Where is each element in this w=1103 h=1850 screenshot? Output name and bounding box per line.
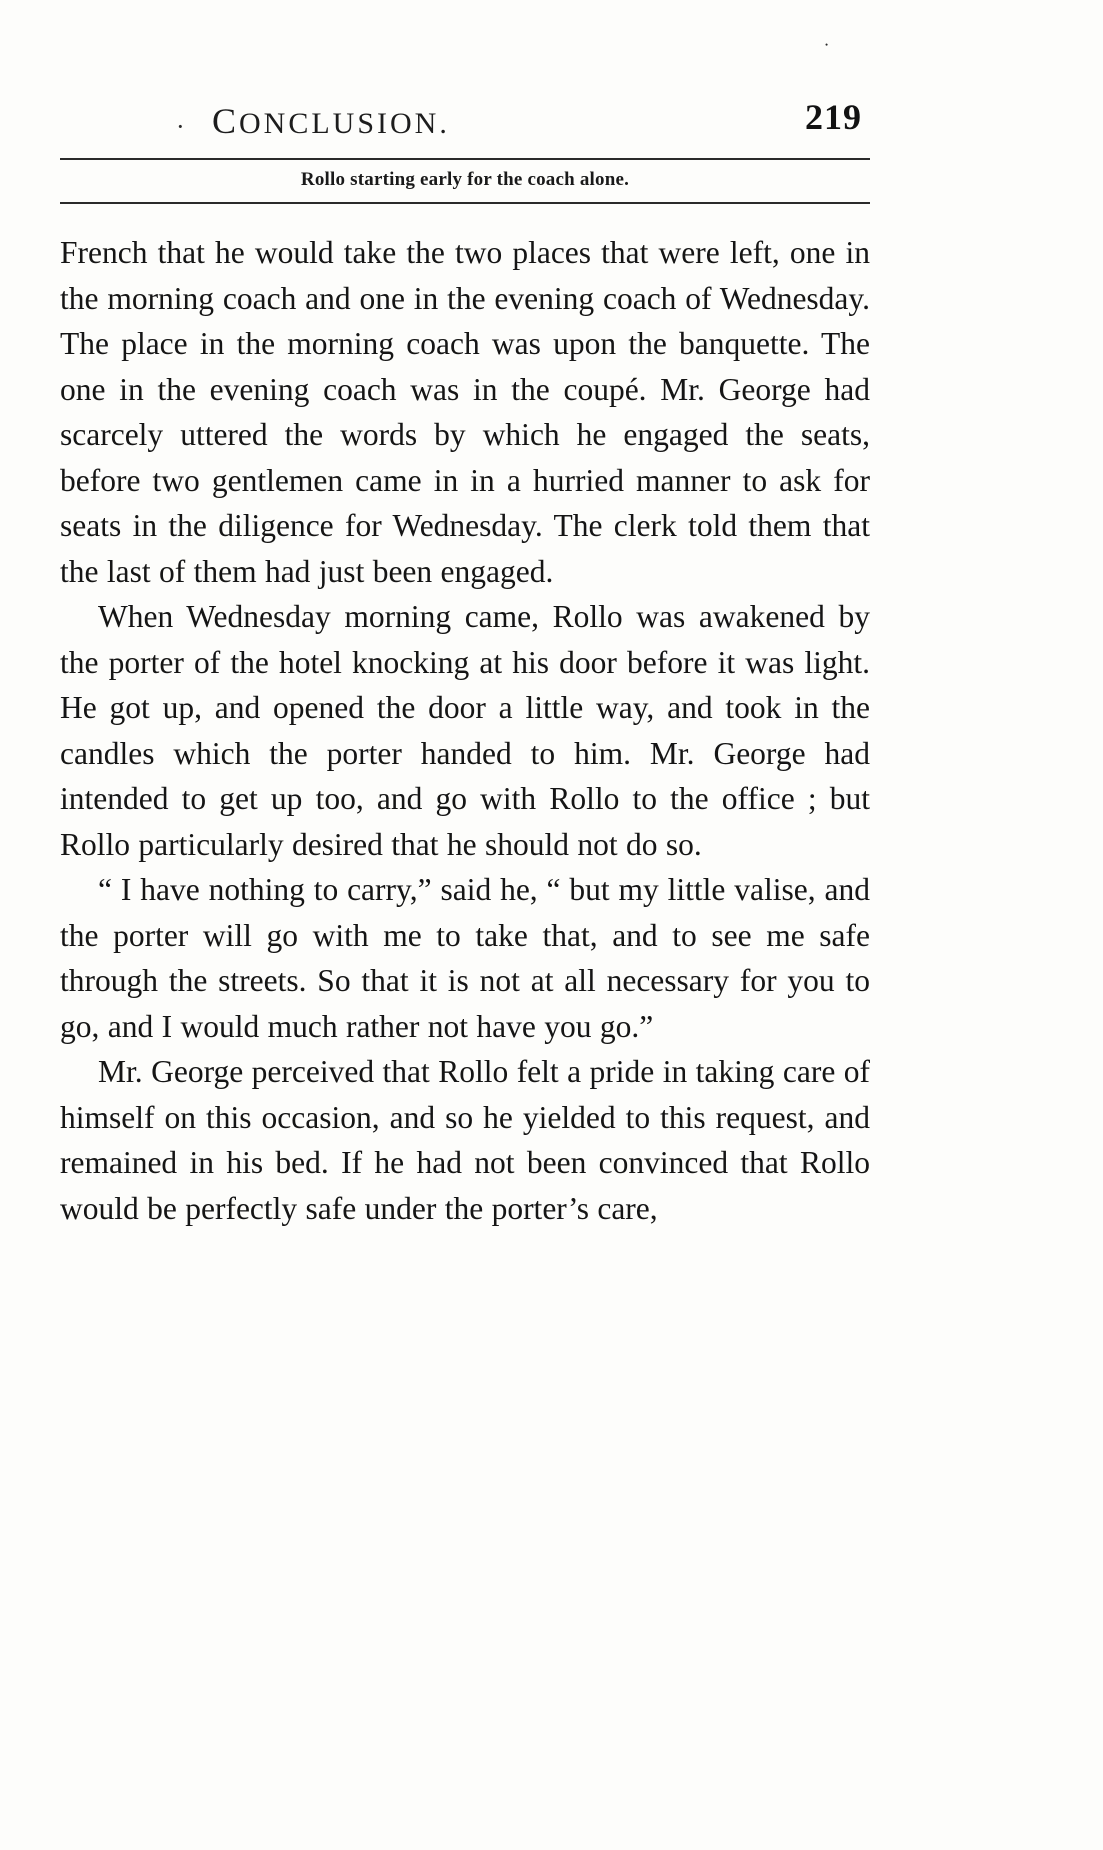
paragraph: Mr. George perceived that Rollo felt a pride in taking care of himself on this occasion, and so he yielded to this request, and remained in his bed. If he had not been convinced that Rollo would be perfectly safe under the porter’s care, xyxy=(60,1054,870,1226)
running-head-title xyxy=(212,100,450,142)
running-head xyxy=(60,96,870,152)
running-head-title-rest: ONCLUSION. xyxy=(239,107,450,140)
scan-artifact-mark: ˙ xyxy=(817,38,832,62)
running-head-dot: · xyxy=(176,112,185,141)
header-rule-bottom xyxy=(60,202,870,204)
page-subhead: Rollo starting early for the coach alone. xyxy=(300,169,630,190)
page-number: 219 xyxy=(805,97,862,137)
paragraph: “ I have nothing to carry,” said he, “ but my little valise, and the porter will go with me to take that, and to see me safe through the streets. So that it is not at all necessary for you to go, and I would much rather not have you go.” xyxy=(60,872,870,1044)
body-text xyxy=(60,230,870,1231)
running-head-title-initial: C xyxy=(212,101,240,141)
page-content xyxy=(60,96,870,1231)
paragraph: When Wednesday morning came, Rollo was awakened by the porter of the hotel knocking at his door before it was light. He got up, and opened the door a little way, and took in the candles which the porter handed to him. Mr. George had intended to get up too, and go with Rollo to the office ; but Rollo particularly desired that he should not do so. xyxy=(60,599,870,862)
paragraph: French that he would take the two places that were left, one in the morning coach and one in the evening coach of Wednesday. The place in the morning coach was upon the banquette. The one in the evening coach was in the coupé. Mr. George had scarcely uttered the words by which he engaged the seats, before two gentlemen came in in a hurried manner to ask for seats in the diligence for Wednesday. The clerk told them that the last of them had just been engaged. xyxy=(60,235,870,589)
